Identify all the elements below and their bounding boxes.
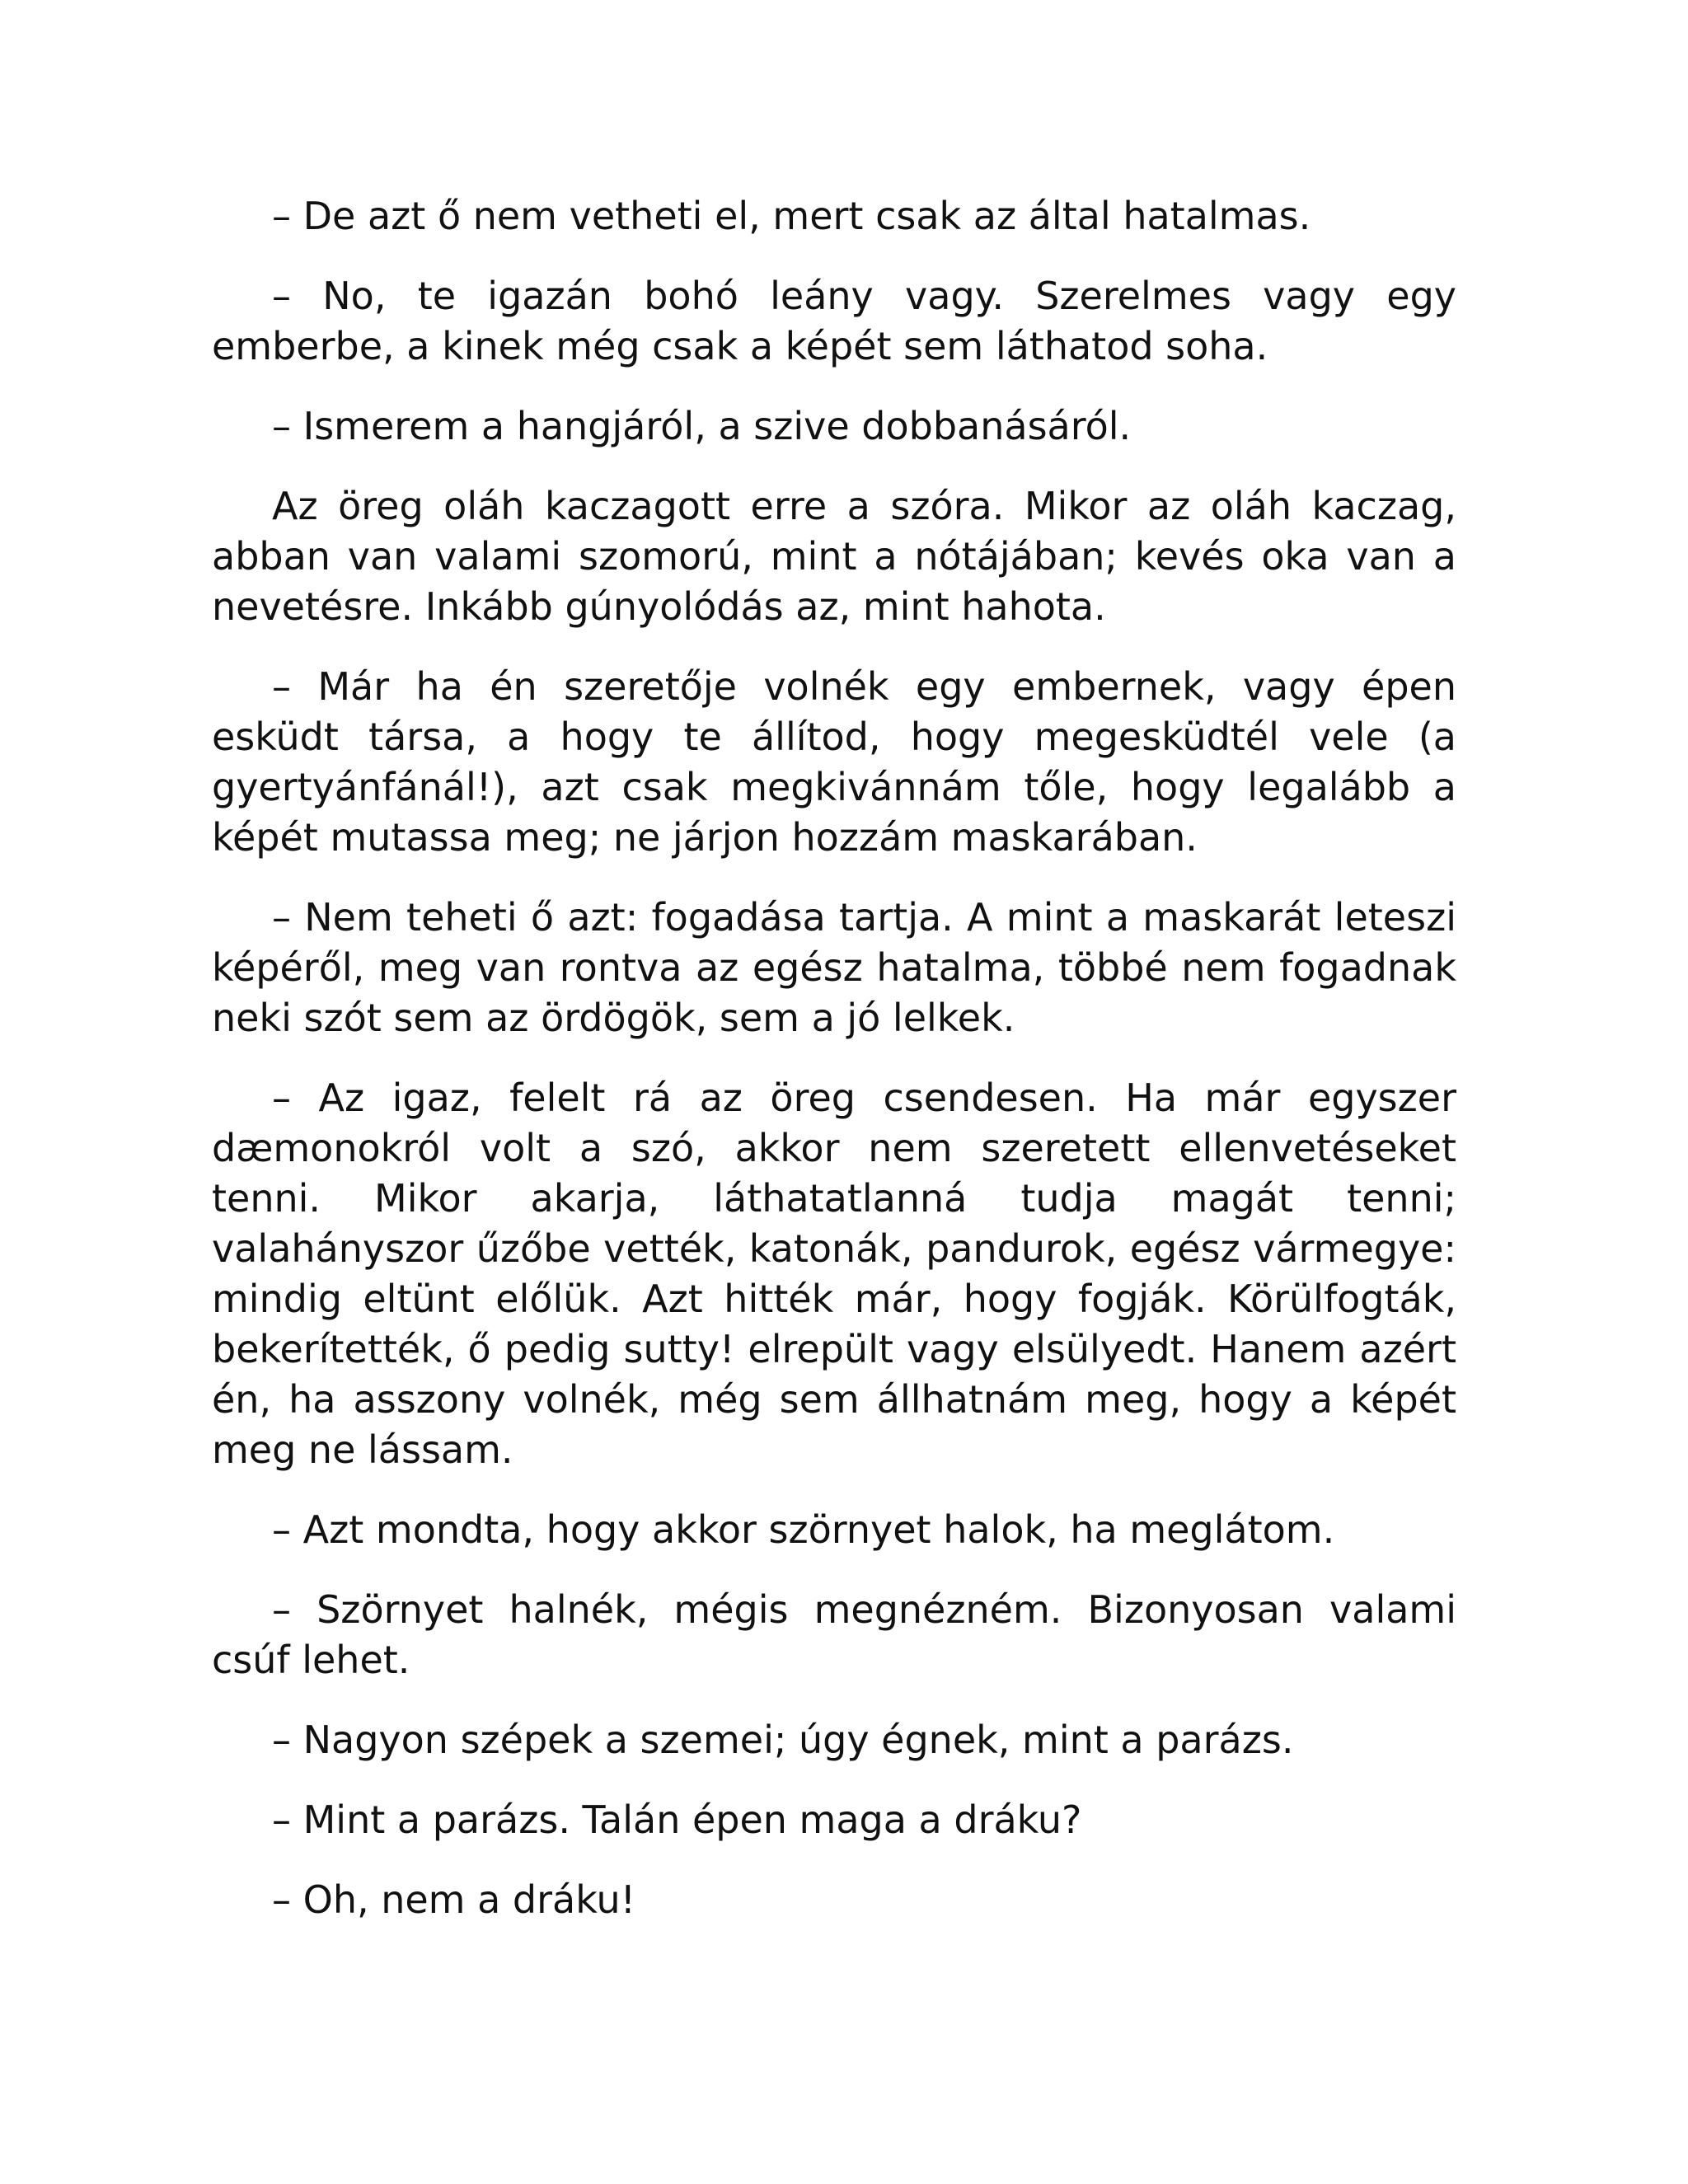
- paragraph: – Azt mondta, hogy akkor szörnyet halok, ha meglátom.: [272, 1507, 1335, 1552]
- paragraph: – Nem teheti ő azt: fogadása tartja. A mint a maskarát leteszi képéről, meg van rontva az egész hatalma, többé nem fogadnak neki szót sem az ördögök, sem a jó lelkek.: [212, 895, 1456, 1040]
- paragraph: Az öreg oláh kaczagott erre a szóra. Mikor az oláh kaczag, abban van valami szomorú, mint a nótájában; kevés oka van a nevetésre. Inkább gúnyolódás az, mint hahota.: [212, 484, 1456, 629]
- paragraph: – Szörnyet halnék, mégis megnézném. Bizonyosan valami csúf lehet.: [212, 1587, 1456, 1682]
- paragraph: – Ismerem a hangjáról, a szive dobbanásáról.: [272, 404, 1132, 448]
- paragraph: – De azt ő nem vetheti el, mert csak az által hatalmas.: [272, 194, 1311, 238]
- paragraph: – Nagyon szépek a szemei; úgy égnek, mint a parázs.: [272, 1718, 1294, 1762]
- paragraph: – Mint a parázs. Talán épen maga a dráku?: [272, 1797, 1082, 1842]
- paragraph: – No, te igazán bohó leány vagy. Szerelmes vagy egy emberbe, a kinek még csak a képét sem láthatod soha.: [212, 274, 1456, 368]
- paragraph: – Oh, nem a dráku!: [272, 1877, 636, 1922]
- paragraph: – Már ha én szeretője volnék egy embernek, vagy épen esküdt társa, a hogy te állítod, hogy megesküdtél vele (a gyertyánfánál!), azt csak megkivánnám tőle, hogy legalább a képét mutassa meg; ne járjon hozzám maskarában.: [212, 664, 1456, 860]
- body-text: [212, 191, 1456, 1955]
- paragraph: – Az igaz, felelt rá az öreg csendesen. Ha már egyszer dæmonokról volt a szó, akkor nem szeretett ellenvetéseket tenni. Mikor akarja, láthatatlanná tudja magát tenni; valahányszor űzőbe vették, katonák, pandurok, egész vármegye: mindig eltünt előlük. Azt hitték már, hogy fogják. Körülfogták, bekerítették, ő pedig sutty! elrepült vagy elsülyedt. Hanem azért én, ha asszony volnék, még sem állhatnám meg, hogy a képét meg ne lássam.: [212, 1076, 1456, 1472]
